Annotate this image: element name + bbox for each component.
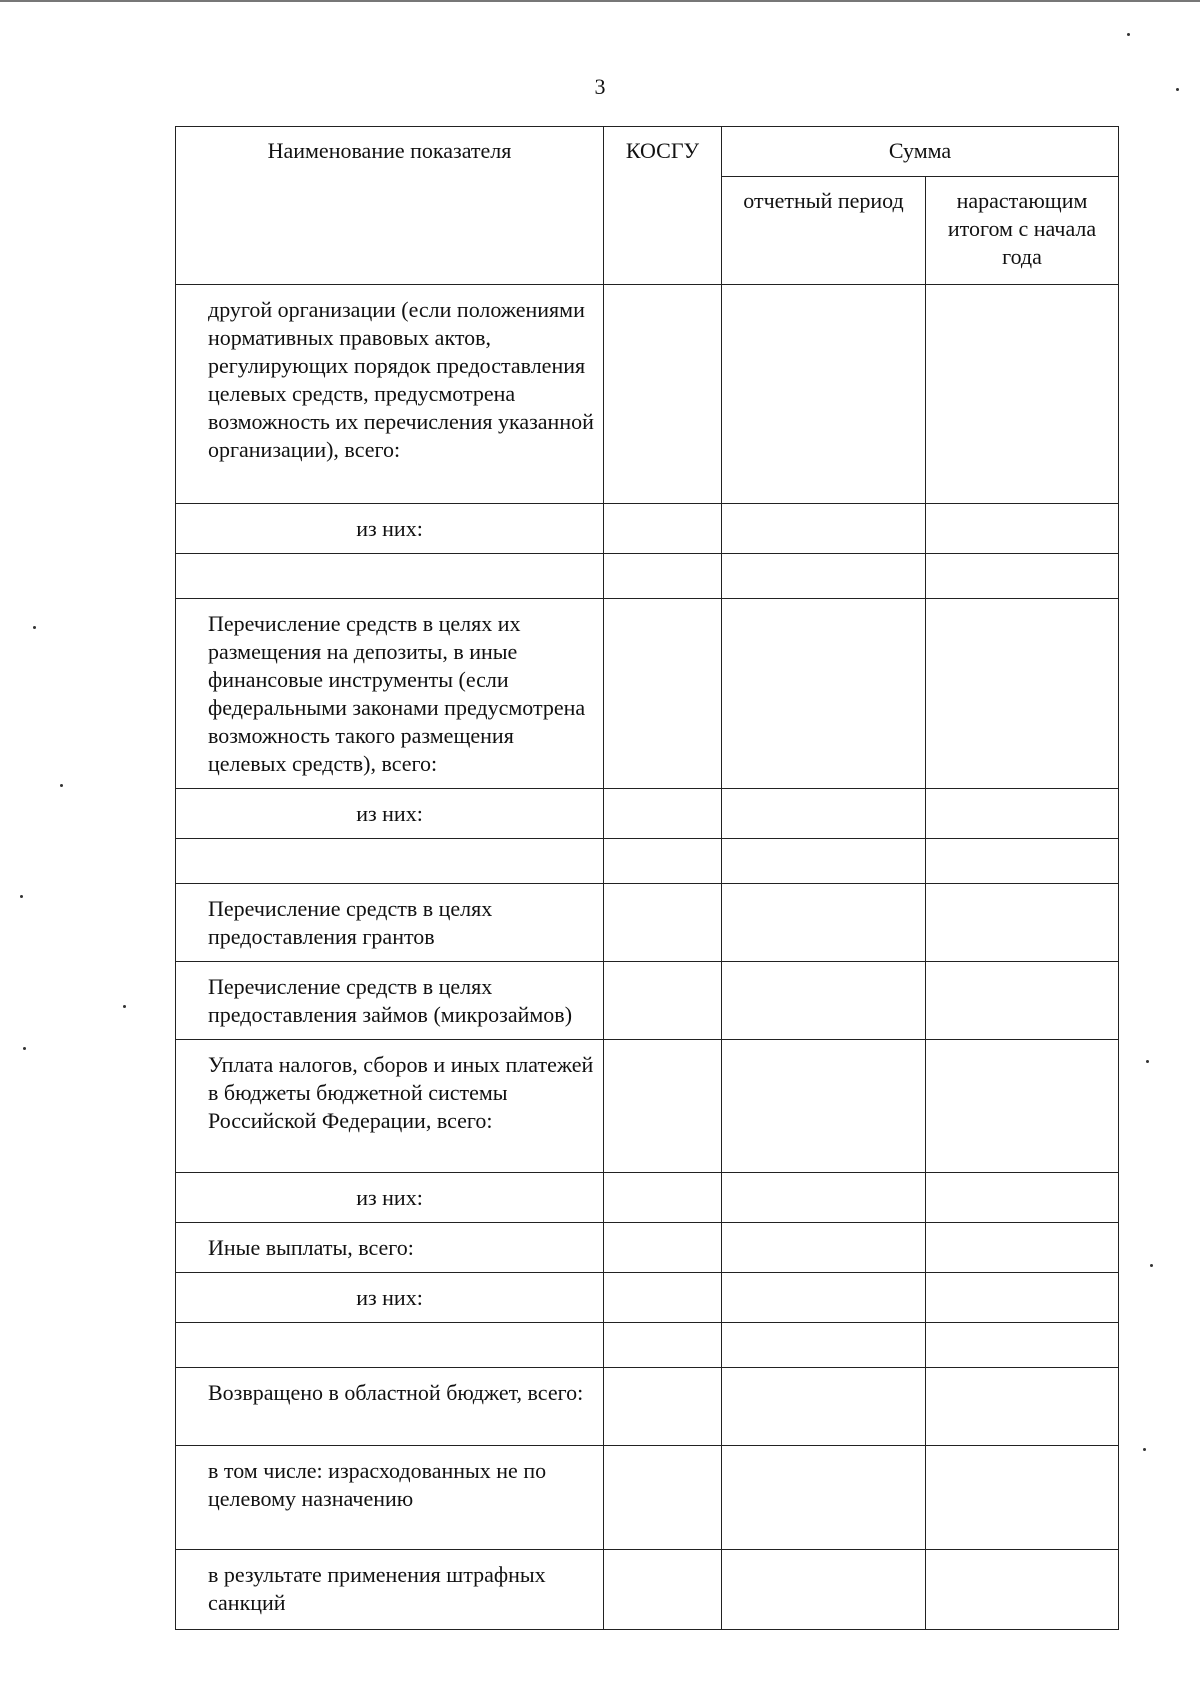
- row-kosgu: [604, 1273, 722, 1323]
- row-cumulative: [926, 1173, 1119, 1223]
- table-row: [176, 962, 1119, 1040]
- row-kosgu: [604, 599, 722, 789]
- row-name: в том числе: израсходованных не по целевому назначению: [176, 1446, 604, 1550]
- table-row: [176, 1368, 1119, 1446]
- row-cumulative: [926, 554, 1119, 599]
- header-cumulative: нарастающим итогом с начала года: [926, 177, 1119, 285]
- row-cumulative: [926, 1223, 1119, 1273]
- row-period: [722, 1446, 926, 1550]
- row-cumulative: [926, 1040, 1119, 1173]
- row-period: [722, 1273, 926, 1323]
- scan-speck: [23, 1047, 26, 1050]
- table-row: [176, 1040, 1119, 1173]
- table-row: [176, 599, 1119, 789]
- report-table: [175, 126, 1119, 1630]
- table-row: [176, 1173, 1119, 1223]
- row-period: [722, 1223, 926, 1273]
- row-name: Уплата налогов, сборов и иных платежей в бюджеты бюджетной системы Российской Федерации, всего:: [176, 1040, 604, 1173]
- row-period: [722, 554, 926, 599]
- row-kosgu: [604, 1550, 722, 1630]
- scan-speck: [1146, 1060, 1149, 1063]
- row-kosgu: [604, 285, 722, 504]
- row-name: [176, 1323, 604, 1368]
- row-period: [722, 962, 926, 1040]
- row-name: [176, 839, 604, 884]
- row-kosgu: [604, 962, 722, 1040]
- row-kosgu: [604, 839, 722, 884]
- table-row: [176, 789, 1119, 839]
- row-kosgu: [604, 884, 722, 962]
- header-name: Наименование показателя: [176, 127, 604, 285]
- table-row: [176, 1446, 1119, 1550]
- row-name: Перечисление средств в целях предоставления займов (микрозаймов): [176, 962, 604, 1040]
- row-cumulative: [926, 884, 1119, 962]
- row-period: [722, 789, 926, 839]
- row-cumulative: [926, 789, 1119, 839]
- row-cumulative: [926, 599, 1119, 789]
- table-row: [176, 884, 1119, 962]
- row-period: [722, 285, 926, 504]
- scan-speck: [20, 895, 23, 898]
- header-sum: Сумма: [722, 127, 1119, 177]
- row-cumulative: [926, 1323, 1119, 1368]
- row-period: [722, 884, 926, 962]
- row-name: Возвращено в областной бюджет, всего:: [176, 1368, 604, 1446]
- row-period: [722, 1368, 926, 1446]
- row-cumulative: [926, 285, 1119, 504]
- row-kosgu: [604, 1173, 722, 1223]
- scan-speck: [123, 1005, 126, 1008]
- row-kosgu: [604, 1040, 722, 1173]
- row-name: из них:: [176, 1173, 604, 1223]
- scan-speck: [33, 626, 36, 629]
- row-period: [722, 1323, 926, 1368]
- header-kosgu: КОСГУ: [604, 127, 722, 285]
- page-number: 3: [594, 74, 606, 99]
- row-cumulative: [926, 1368, 1119, 1446]
- header-row: [176, 127, 1119, 177]
- table-row: [176, 1273, 1119, 1323]
- row-period: [722, 1173, 926, 1223]
- row-period: [722, 599, 926, 789]
- scan-speck: [1176, 88, 1179, 91]
- scan-speck: [60, 784, 63, 787]
- scan-speck: [1143, 1448, 1146, 1451]
- row-period: [722, 504, 926, 554]
- row-name: Перечисление средств в целях их размещения на депозиты, в иные финансовые инструменты (если федеральными законами предусмотрена возможность такого размещения целевых средств), всего:: [176, 599, 604, 789]
- table-row: [176, 839, 1119, 884]
- row-cumulative: [926, 1446, 1119, 1550]
- table-row: [176, 1550, 1119, 1630]
- row-name: Перечисление средств в целях предоставления грантов: [176, 884, 604, 962]
- row-name: другой организации (если положениями нормативных правовых актов, регулирующих порядок предоставления целевых средств, предусмотрена возможность их перечисления указанной организации), всего:: [176, 285, 604, 504]
- row-period: [722, 1040, 926, 1173]
- row-kosgu: [604, 554, 722, 599]
- row-cumulative: [926, 839, 1119, 884]
- table-row: [176, 504, 1119, 554]
- row-name: из них:: [176, 789, 604, 839]
- table-row: [176, 1323, 1119, 1368]
- row-name: [176, 554, 604, 599]
- table-row: [176, 554, 1119, 599]
- row-kosgu: [604, 1368, 722, 1446]
- row-cumulative: [926, 1550, 1119, 1630]
- header-period: отчетный период: [722, 177, 926, 285]
- table-row: [176, 285, 1119, 504]
- row-period: [722, 839, 926, 884]
- row-kosgu: [604, 504, 722, 554]
- row-name: в результате применения штрафных санкций: [176, 1550, 604, 1630]
- row-name: Иные выплаты, всего:: [176, 1223, 604, 1273]
- row-kosgu: [604, 1223, 722, 1273]
- row-kosgu: [604, 1323, 722, 1368]
- scan-speck: [1150, 1264, 1153, 1267]
- row-cumulative: [926, 962, 1119, 1040]
- row-name: из них:: [176, 1273, 604, 1323]
- scan-speck: [1127, 33, 1130, 36]
- row-cumulative: [926, 1273, 1119, 1323]
- row-cumulative: [926, 504, 1119, 554]
- top-border-line: [0, 0, 1200, 2]
- row-period: [722, 1550, 926, 1630]
- table-row: [176, 1223, 1119, 1273]
- row-name: из них:: [176, 504, 604, 554]
- row-kosgu: [604, 789, 722, 839]
- row-kosgu: [604, 1446, 722, 1550]
